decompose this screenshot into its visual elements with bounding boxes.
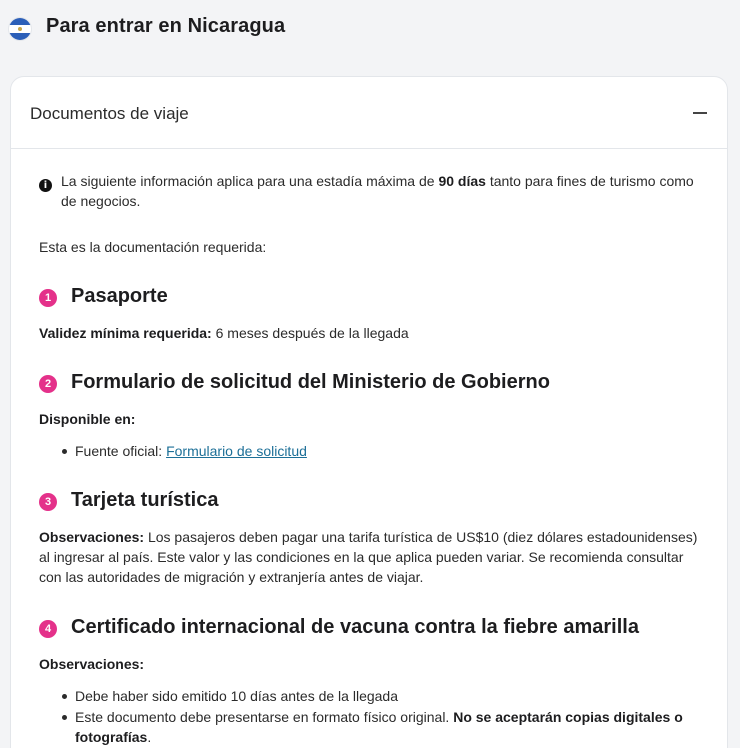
step-number-badge: 2	[39, 375, 57, 393]
flag-band-top	[9, 18, 31, 25]
section-title: Pasaporte	[71, 285, 168, 307]
section-title: Tarjeta turística	[71, 489, 219, 511]
minus-icon[interactable]	[693, 112, 707, 114]
list-item: Fuente oficial: Formulario de solicitud	[61, 441, 701, 461]
list-item: Este documento debe presentarse en formato físico original. No se aceptarán copias digitales o fotografías.	[61, 707, 691, 747]
page-title: Para entrar en Nicaragua	[46, 15, 286, 37]
info-text: La siguiente información aplica para una estadía máxima de 90 días tanto para fines de turismo como de negocios.	[61, 173, 694, 209]
available-label: Disponible en:	[39, 411, 136, 427]
step-number-badge: 1	[39, 289, 57, 307]
flag-band-bottom	[9, 33, 31, 40]
card-header[interactable]	[11, 77, 727, 149]
step-number-badge: 3	[39, 493, 57, 511]
info-icon: i	[39, 179, 52, 192]
travel-documents-card	[10, 76, 728, 748]
flag-emblem	[18, 27, 22, 31]
tourist-card-notes: Observaciones: Los pasajeros deben pagar una tarifa turística de US$10 (diez dólares estadounidenses) al ingresar al país. Este valor y las condiciones en la que aplica pueden variar. Se recomienda consultar con las autoridades de migración y extranjería antes de viajar.	[39, 529, 698, 585]
page-header	[0, 0, 740, 60]
nicaragua-flag-icon	[9, 18, 31, 40]
observations-label: Observaciones:	[39, 656, 145, 672]
list-item: Debe haber sido emitido 10 días antes de la llegada	[61, 686, 701, 706]
card-title: Documentos de viaje	[30, 104, 189, 123]
step-number-badge: 4	[39, 620, 57, 638]
section-title: Certificado internacional de vacuna contra la fiebre amarilla	[71, 616, 639, 638]
info-notice	[39, 171, 709, 211]
application-form-link[interactable]: Formulario de solicitud	[166, 443, 307, 459]
section-title: Formulario de solicitud del Ministerio de Gobierno	[71, 371, 550, 393]
intro-text: Esta es la documentación requerida:	[39, 239, 267, 255]
passport-validity: Validez mínima requerida: 6 meses después de la llegada	[39, 325, 409, 341]
